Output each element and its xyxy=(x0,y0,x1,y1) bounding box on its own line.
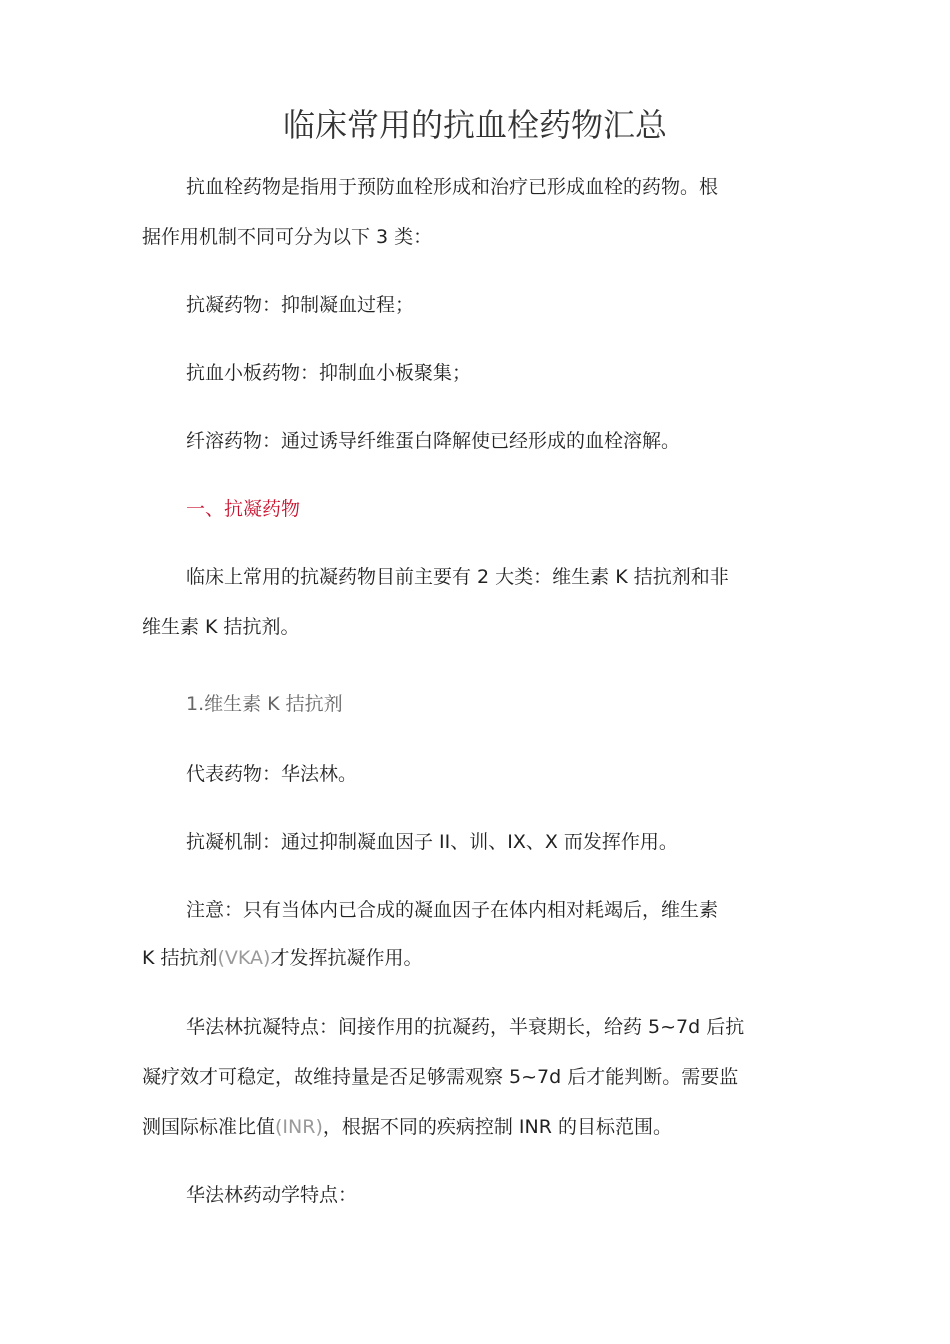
warfarin-features-line-2: 凝疗效才可稳定，故维持量是否足够需观察 5~7d 后才能判断。需要监 xyxy=(142,1066,739,1088)
note-vka-text: K 拮抗剂 xyxy=(142,947,218,969)
document-title: 临床常用的抗血栓药物汇总 xyxy=(282,106,667,144)
section1-paragraph-line-2: 维生素 K 拮抗剂。 xyxy=(142,616,300,638)
warfarin-features-line-3 xyxy=(142,1113,672,1141)
section-heading-anticoagulants: 一、抗凝药物 xyxy=(186,498,301,520)
note-line-2 xyxy=(142,944,422,972)
anticoagulant-mechanism: 抗凝机制：通过抑制凝血因子 II、训、IX、X 而发挥作用。 xyxy=(186,831,678,853)
class-antiplatelet: 抗血小板药物：抑制血小板聚集； xyxy=(186,362,472,384)
subsection-heading-vka: 1.维生素 K 拮抗剂 xyxy=(186,693,343,715)
representative-drug: 代表药物：华法林。 xyxy=(186,763,358,785)
section1-paragraph-line-1: 临床上常用的抗凝药物目前主要有 2 大类：维生素 K 拮抗剂和非 xyxy=(186,566,729,588)
intro-paragraph-line-1: 抗血栓药物是指用于预防血栓形成和治疗已形成血栓的药物。根 xyxy=(186,176,719,198)
note-line-1: 注意：只有当体内已合成的凝血因子在体内相对耗竭后，维生素 xyxy=(186,899,719,921)
inr-abbreviation: (INR) xyxy=(275,1116,323,1138)
intro-paragraph-line-2: 据作用机制不同可分为以下 3 类： xyxy=(142,226,433,248)
note-line-2-tail: 才发挥抗凝作用。 xyxy=(270,947,423,969)
vka-abbreviation: (VKA) xyxy=(217,947,271,969)
class-fibrinolytic: 纤溶药物：通过诱导纤维蛋白降解使已经形成的血栓溶解。 xyxy=(186,430,681,452)
warfarin-pharmacokinetics-heading: 华法林药动学特点： xyxy=(186,1184,358,1206)
warfarin-features-line-1: 华法林抗凝特点：间接作用的抗凝药，半衰期长，给药 5~7d 后抗 xyxy=(186,1016,745,1038)
class-anticoagulant: 抗凝药物：抑制凝血过程； xyxy=(186,294,415,316)
features-line-3-head: 测国际标准比值 xyxy=(142,1116,276,1138)
features-line-3-tail: ，根据不同的疾病控制 INR 的目标范围。 xyxy=(322,1116,672,1138)
